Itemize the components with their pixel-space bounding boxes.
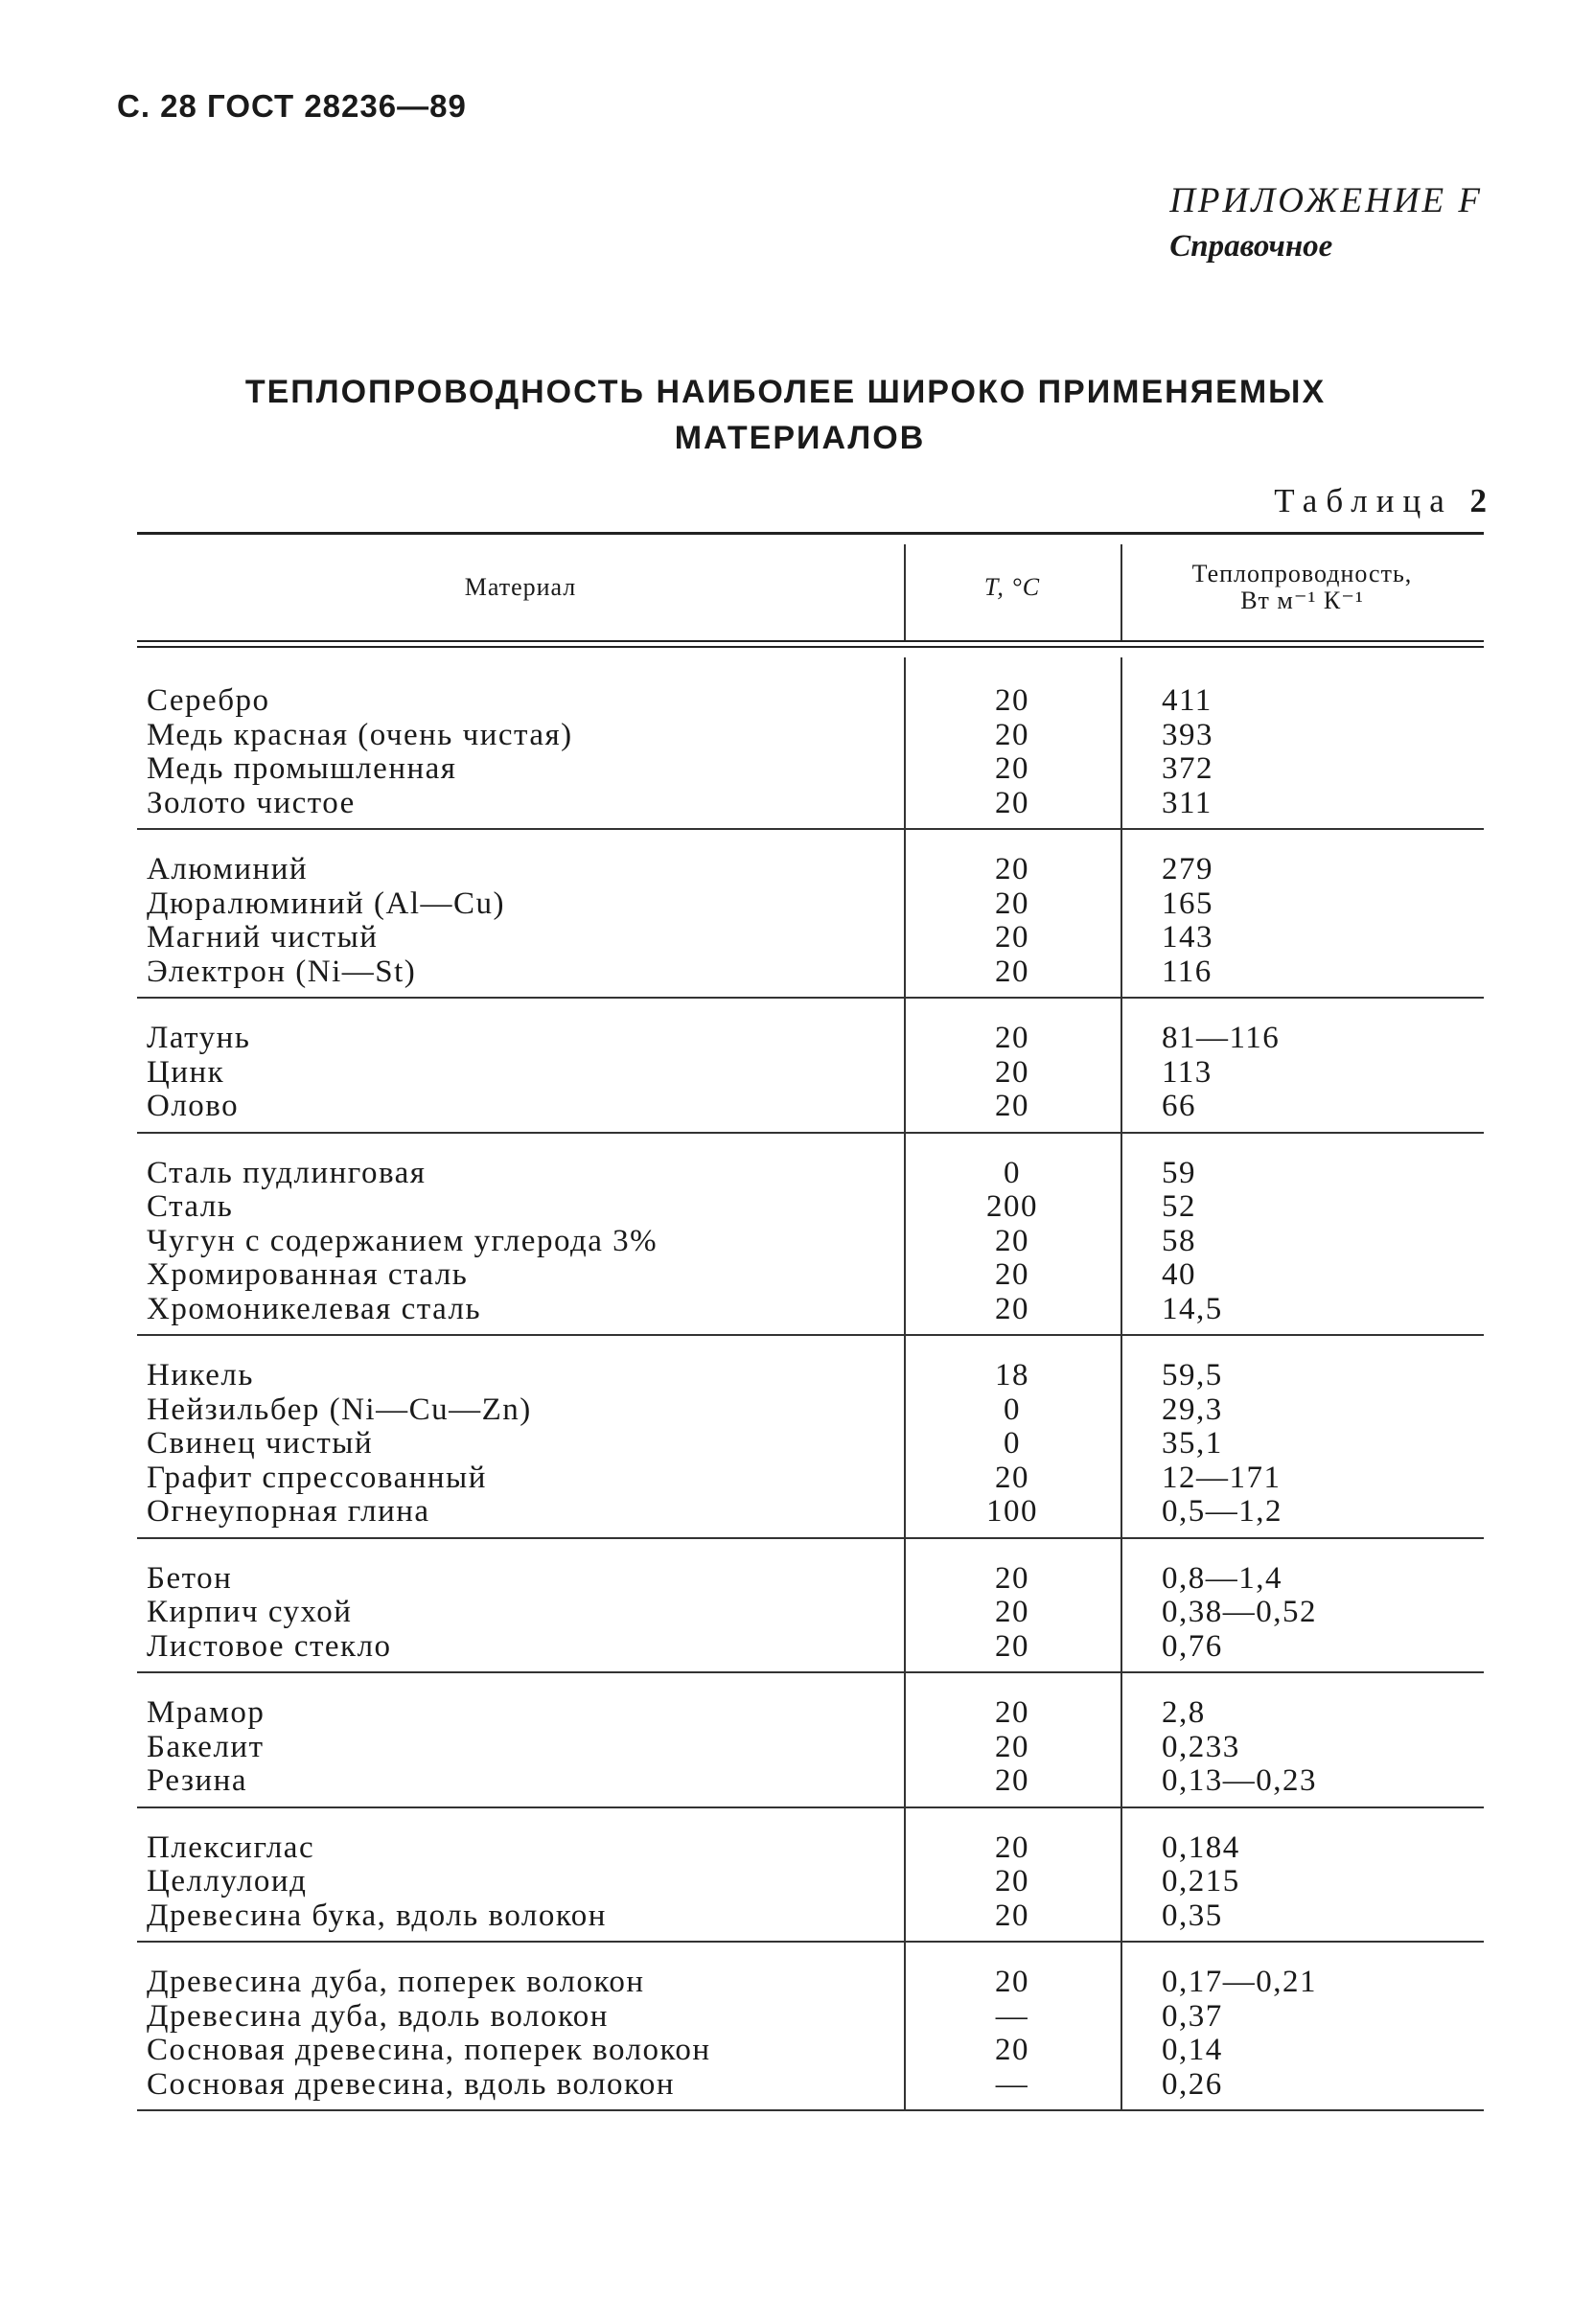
cell-temperature: 20 — [995, 2033, 1029, 2067]
cell-material: Огнеупорная глина — [147, 1494, 430, 1529]
cell-conductivity: 59 — [1162, 1155, 1196, 1190]
cell-material: Целлулоид — [147, 1864, 308, 1898]
cell-conductivity: 0,8—1,4 — [1162, 1560, 1282, 1596]
cell-material: Медь промышленная — [147, 751, 457, 786]
header-divider-2 — [1120, 544, 1122, 640]
cell-temperature: 20 — [995, 852, 1029, 886]
column-divider-1 — [904, 657, 906, 2109]
table-row — [137, 1596, 1484, 1630]
cell-material: Золото чистое — [147, 785, 356, 820]
cell-temperature: — — [995, 2066, 1029, 2102]
cell-temperature: 20 — [995, 954, 1029, 989]
cell-temperature: 18 — [995, 1358, 1029, 1392]
table-row — [137, 684, 1484, 719]
cell-temperature: 20 — [995, 1595, 1029, 1629]
cell-conductivity: 372 — [1162, 751, 1213, 786]
cell-temperature: 100 — [986, 1494, 1038, 1529]
table-row — [137, 1190, 1484, 1225]
cell-conductivity: 40 — [1162, 1257, 1196, 1292]
cell-material: Алюминий — [147, 852, 309, 886]
cell-conductivity: 0,38—0,52 — [1162, 1595, 1317, 1629]
table-row — [137, 1764, 1484, 1799]
cell-temperature: 0 — [1004, 1426, 1021, 1461]
table-label — [1274, 482, 1487, 520]
table-row — [137, 1258, 1484, 1293]
table-row-group — [137, 1359, 1484, 1539]
table-row — [137, 1157, 1484, 1191]
cell-material: Древесина дуба, поперек волокон — [147, 1965, 645, 1999]
page-header: С. 28 ГОСТ 28236—89 — [117, 88, 467, 124]
table-row-group — [137, 1696, 1484, 1808]
cell-conductivity: 0,5—1,2 — [1162, 1494, 1282, 1529]
table-row-group — [137, 1157, 1484, 1337]
cell-temperature: 20 — [995, 1695, 1029, 1730]
header-temperature: T, °C — [983, 573, 1041, 601]
table-row — [137, 921, 1484, 955]
cell-conductivity: 0,76 — [1162, 1628, 1223, 1664]
document-title — [0, 369, 1571, 461]
cell-conductivity: 29,3 — [1162, 1392, 1223, 1427]
table-row — [137, 1359, 1484, 1393]
table-row — [137, 1090, 1484, 1124]
table-row — [137, 719, 1484, 753]
table-label-number: 2 — [1469, 482, 1487, 519]
cell-temperature: 0 — [1004, 1155, 1021, 1190]
cell-material: Сосновая древесина, поперек волокон — [147, 2033, 711, 2067]
cell-material: Графит спрессованный — [147, 1460, 487, 1495]
cell-conductivity: 58 — [1162, 1223, 1196, 1258]
document-title-line-1: ТЕПЛОПРОВОДНОСТЬ НАИБОЛЕЕ ШИРОКО ПРИМЕНЯЕМЫХ — [244, 374, 1327, 410]
header-double-rule — [137, 640, 1484, 648]
cell-temperature: 20 — [995, 1898, 1029, 1933]
table-row — [137, 2000, 1484, 2035]
cell-material: Серебро — [147, 683, 270, 718]
cell-temperature: 20 — [995, 1763, 1029, 1798]
table-row — [137, 1393, 1484, 1428]
table-row-group — [137, 853, 1484, 999]
table-row — [137, 1731, 1484, 1765]
cell-material: Цинк — [147, 1054, 225, 1090]
cell-material: Плексиглас — [147, 1829, 315, 1865]
cell-conductivity: 393 — [1162, 717, 1213, 752]
cell-temperature: 20 — [995, 886, 1029, 921]
cell-temperature: 20 — [995, 920, 1029, 955]
cell-conductivity: 12—171 — [1162, 1460, 1282, 1495]
appendix-subtitle: Справочное — [1169, 229, 1333, 264]
table-row — [137, 1966, 1484, 2000]
cell-conductivity: 0,35 — [1162, 1898, 1223, 1933]
cell-material: Бетон — [147, 1560, 233, 1596]
table-row — [137, 2068, 1484, 2103]
cell-material: Листовое стекло — [147, 1628, 392, 1664]
cell-conductivity: 59,5 — [1162, 1358, 1223, 1392]
cell-temperature: 20 — [995, 1628, 1029, 1664]
cell-conductivity: 0,14 — [1162, 2033, 1223, 2067]
cell-material: Чугун с содержанием углерода 3% — [147, 1223, 658, 1258]
cell-material: Сталь — [147, 1189, 234, 1224]
table-row — [137, 1461, 1484, 1496]
cell-material: Латунь — [147, 1021, 251, 1055]
cell-temperature: 20 — [995, 1829, 1029, 1865]
table-row — [137, 787, 1484, 821]
table-row — [137, 1831, 1484, 1866]
cell-temperature: 20 — [995, 1257, 1029, 1292]
cell-temperature: 20 — [995, 1864, 1029, 1898]
table-row — [137, 1056, 1484, 1091]
cell-material: Сосновая древесина, вдоль волокон — [147, 2066, 676, 2102]
cell-conductivity: 0,215 — [1162, 1864, 1240, 1898]
table-row — [137, 853, 1484, 887]
cell-conductivity: 0,233 — [1162, 1729, 1240, 1764]
cell-temperature: 20 — [995, 683, 1029, 718]
table-row-group — [137, 1562, 1484, 1674]
column-divider-2 — [1120, 657, 1122, 2109]
cell-conductivity: 165 — [1162, 886, 1213, 921]
cell-temperature: 20 — [995, 1291, 1029, 1326]
table-label-word: Таблица — [1274, 482, 1453, 519]
table-row-group — [137, 1022, 1484, 1134]
table-row — [137, 1495, 1484, 1530]
cell-material: Сталь пудлинговая — [147, 1155, 427, 1190]
cell-material: Электрон (Ni—St) — [147, 954, 417, 989]
cell-temperature: 20 — [995, 1460, 1029, 1495]
cell-conductivity: 143 — [1162, 920, 1213, 955]
header-material: Материал — [464, 573, 577, 601]
cell-temperature: 20 — [995, 717, 1029, 752]
header-conductivity — [1120, 535, 1484, 640]
table-row — [137, 752, 1484, 787]
table-body — [137, 648, 1484, 2111]
cell-material: Дюралюминий (Al—Cu) — [147, 886, 506, 921]
cell-temperature: 200 — [986, 1189, 1038, 1224]
cell-temperature: 20 — [995, 785, 1029, 820]
table-row — [137, 1899, 1484, 1934]
table-row — [137, 1225, 1484, 1259]
header-conductivity-line-1: Теплопроводность, — [1191, 560, 1413, 587]
cell-conductivity: 66 — [1162, 1089, 1196, 1123]
appendix-block — [1169, 180, 1483, 265]
cell-temperature: 20 — [995, 1729, 1029, 1764]
cell-conductivity: 0,37 — [1162, 1998, 1223, 2034]
document-title-line-2: МАТЕРИАЛОВ — [674, 420, 926, 456]
cell-temperature: 20 — [995, 1223, 1029, 1258]
cell-conductivity: 311 — [1162, 785, 1213, 820]
table-row — [137, 887, 1484, 922]
cell-conductivity: 113 — [1162, 1054, 1213, 1090]
cell-temperature: — — [995, 1998, 1029, 2034]
cell-conductivity: 0,17—0,21 — [1162, 1965, 1317, 1999]
cell-material: Медь красная (очень чистая) — [147, 717, 573, 752]
table-header — [137, 535, 1484, 640]
table-row — [137, 1865, 1484, 1899]
cell-temperature: 20 — [995, 1021, 1029, 1055]
header-conductivity-line-2: Вт м⁻¹ К⁻¹ — [1240, 587, 1364, 614]
cell-conductivity: 81—116 — [1162, 1021, 1281, 1055]
table-row — [137, 1696, 1484, 1731]
cell-temperature: 20 — [995, 751, 1029, 786]
cell-material: Свинец чистый — [147, 1426, 374, 1461]
cell-conductivity: 0,13—0,23 — [1162, 1763, 1317, 1798]
cell-temperature: 20 — [995, 1054, 1029, 1090]
cell-conductivity: 0,26 — [1162, 2066, 1223, 2102]
cell-material: Хромированная сталь — [147, 1257, 469, 1292]
cell-conductivity: 116 — [1162, 954, 1213, 989]
cell-conductivity: 52 — [1162, 1189, 1196, 1224]
cell-temperature: 0 — [1004, 1392, 1021, 1427]
cell-material: Олово — [147, 1089, 240, 1123]
cell-material: Мрамор — [147, 1695, 266, 1730]
table-row — [137, 2034, 1484, 2068]
table-row — [137, 1630, 1484, 1665]
cell-temperature: 20 — [995, 1965, 1029, 1999]
cell-material: Кирпич сухой — [147, 1595, 353, 1629]
cell-material: Древесина бука, вдоль волокон — [147, 1898, 607, 1933]
cell-material: Хромоникелевая сталь — [147, 1291, 482, 1326]
table-row-group — [137, 1831, 1484, 1944]
table-row-group — [137, 1966, 1484, 2111]
cell-conductivity: 2,8 — [1162, 1695, 1206, 1730]
cell-material: Нейзильбер (Ni—Cu—Zn) — [147, 1392, 532, 1427]
table-row-group — [137, 684, 1484, 830]
cell-conductivity: 35,1 — [1162, 1426, 1223, 1461]
table-row — [137, 1427, 1484, 1461]
cell-conductivity: 0,184 — [1162, 1829, 1240, 1865]
cell-conductivity: 279 — [1162, 852, 1213, 886]
table-row — [137, 1293, 1484, 1327]
cell-material: Древесина дуба, вдоль волокон — [147, 1998, 609, 2034]
appendix-title: ПРИЛОЖЕНИЕ F — [1169, 181, 1483, 220]
table-row — [137, 955, 1484, 990]
cell-temperature: 20 — [995, 1560, 1029, 1596]
table-row — [137, 1562, 1484, 1597]
cell-material: Никель — [147, 1358, 254, 1392]
cell-material: Магний чистый — [147, 920, 379, 955]
cell-temperature: 20 — [995, 1089, 1029, 1123]
header-divider-1 — [904, 544, 906, 640]
cell-conductivity: 411 — [1162, 683, 1213, 718]
cell-conductivity: 14,5 — [1162, 1291, 1223, 1326]
conductivity-table — [137, 532, 1484, 2134]
cell-material: Резина — [147, 1763, 247, 1798]
cell-material: Бакелит — [147, 1729, 265, 1764]
table-row — [137, 1022, 1484, 1056]
